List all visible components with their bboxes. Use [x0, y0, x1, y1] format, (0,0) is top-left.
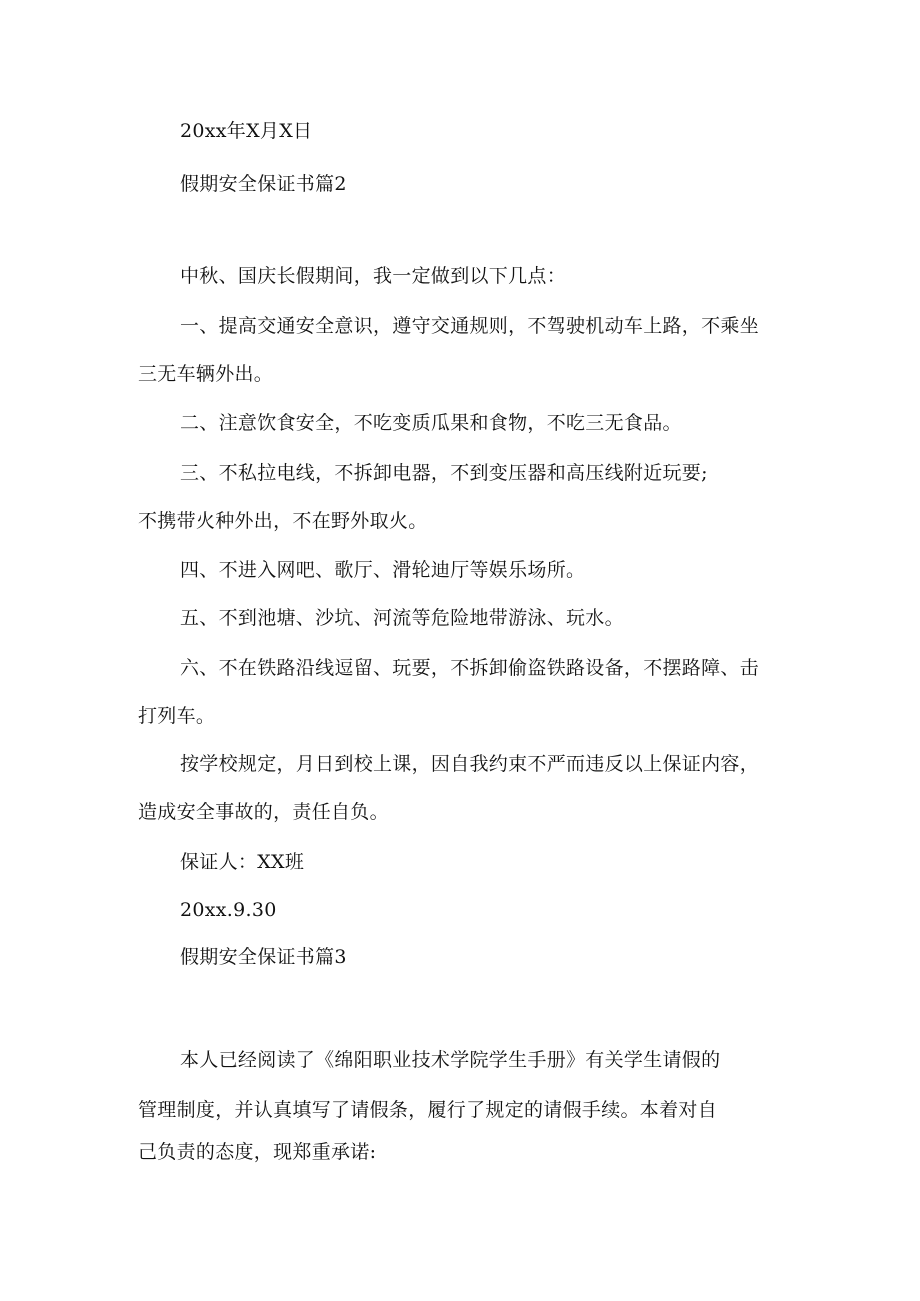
section-2-title: 假期安全保证书篇2 — [180, 173, 347, 195]
rule-line-1: 按学校规定，月日到校上课，因自我约束不严而违反以上保证内容， — [180, 753, 760, 775]
item-4: 四、不进入网吧、歌厅、滑轮迪厅等娱乐场所。 — [180, 559, 586, 581]
intro-paragraph: 中秋、国庆长假期间，我一定做到以下几点： — [180, 265, 567, 287]
p3-line-3: 己负责的态度，现郑重承诺: — [138, 1141, 377, 1163]
item-6-line-1: 六、不在铁路沿线逗留、玩要，不拆卸偷盗铁路设备，不摆路障、击 — [180, 657, 760, 679]
item-3-line-2: 不携带火种外出，不在野外取火。 — [138, 510, 428, 532]
guarantor-line: 保证人：XX班 — [180, 851, 305, 873]
rule-line-2: 造成安全事故的，责任自负。 — [138, 801, 389, 823]
p3-line-1: 本人已经阅读了《绵阳职业技术学院学生手册》有关学生请假的 — [180, 1049, 721, 1071]
date-line: 20xx年X月X日 — [180, 120, 313, 142]
item-5: 五、不到池塘、沙坑、河流等危险地带游泳、玩水。 — [180, 607, 624, 629]
sign-date: 20xx.9.30 — [180, 899, 277, 921]
item-1-line-2: 三无车辆外出。 — [138, 363, 274, 385]
item-3-line-1: 三、不私拉电线，不拆卸电器，不到变压器和高压线附近玩要; — [180, 462, 708, 484]
item-6-line-2: 打列车。 — [138, 705, 216, 727]
item-1-line-1: 一、提高交通安全意识，遵守交通规则，不驾驶机动车上路，不乘坐 — [180, 315, 760, 337]
p3-line-2: 管理制度，并认真填写了请假条，履行了规定的请假手续。本着对自 — [138, 1099, 718, 1121]
item-2: 二、注意饮食安全，不吃变质瓜果和食物，不吃三无食品。 — [180, 412, 682, 434]
section-3-title: 假期安全保证书篇3 — [180, 946, 347, 968]
